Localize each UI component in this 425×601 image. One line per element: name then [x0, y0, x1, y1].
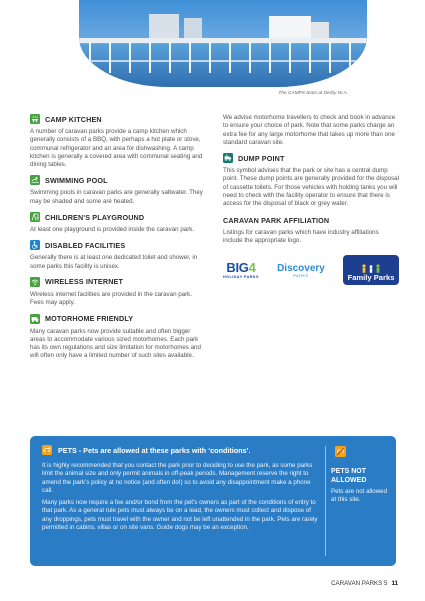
section-body: This symbol advises that the park or site has a central dump point. These dump points are generally provided for the disposal of cassette toilets. For those vehicles with holding tanks you will need to check with the facility operator to ensure that there is access for the disposal of black or grey water.: [223, 167, 399, 208]
affiliation-title: CARAVAN PARK AFFILIATION: [223, 215, 330, 225]
discovery-logo: Discovery PARKS: [277, 262, 325, 278]
section-camp-kitchen: [30, 114, 204, 169]
pets-not-allowed-panel: [331, 446, 391, 505]
left-column: [30, 114, 204, 367]
affiliation-body: Listings for caravan parks which have industry affiliations include the appropriate logo.: [223, 228, 379, 244]
big4-logo: BIG4 HOLIDAY PARKS: [223, 260, 259, 280]
motorhome-continued-text: We advise motorhome travellers to check and book in advance to ensure your choice of park. Note that some parks charge an extra fee for any large motorhome that takes up more than one standard caravan site.: [223, 114, 396, 146]
dump-point-icon: [223, 153, 233, 163]
footer-label: CARAVAN PARKS 5: [331, 580, 388, 587]
affiliation-logos: [223, 255, 399, 285]
wheelchair-icon: [30, 240, 40, 250]
section-childrens-playground: [30, 212, 204, 234]
wifi-icon: [30, 277, 40, 287]
section-body: Many caravan parks now provide suitable and often bigger areas to accommodate various sized motorhomes. Each park has its own regulations and size limitation for motorhomes and will often only have a limited number of such sites available.: [30, 327, 201, 360]
camp-kitchen-icon: [30, 114, 40, 124]
section-body: A number of caravan parks provide a camp kitchen which generally consists of a BBQ, with perhaps a hot plate or stove, communal refrigerator and an area for dishwashing. A camp kitchen is generally a covered area with communal seating and dining tables.: [30, 128, 203, 169]
section-disabled-facilities: [30, 240, 204, 271]
pets-allowed-icon: [42, 445, 52, 455]
page-footer: [331, 580, 398, 587]
section-title: DUMP POINT: [238, 153, 285, 163]
pets-allowed-panel: [42, 445, 318, 536]
section-title: CHILDREN'S PLAYGROUND: [45, 212, 145, 222]
pets-info-box: [30, 436, 396, 566]
pets-paragraph: It is highly recommended that you contact the park prior to deciding to use the park, as some parks limit the animal size and only permit animals in off-peak periods. Management reserve the right to amend the park’s policy at no notice (and often do!) so to avoid any disappointment make a phone call.: [42, 462, 313, 494]
photo-caption: The CAMPS team at Derby W.A.: [278, 91, 348, 96]
section-body: Wireless internet facilities are provided in the caravan park. Fees may apply.: [30, 290, 192, 307]
section-swimming-pool: [30, 175, 204, 206]
hero-photo: [79, 0, 367, 87]
family-parks-logo: Family Parks: [343, 255, 399, 285]
section-body: At least one playground is provided inside the caravan park.: [30, 226, 195, 234]
pets-not-allowed-title: PETS NOT ALLOWED: [331, 468, 367, 484]
pets-title: PETS - Pets are allowed at these parks with ‘conditions’.: [58, 445, 251, 455]
right-column: [223, 114, 399, 285]
page-number: 11: [391, 580, 398, 587]
pets-not-allowed-body: Pets are not allowed at this site.: [331, 488, 388, 504]
pets-paragraph: Many parks now require a fee and/or bond from the pet’s owners as part of the conditions of entry to that park. As a general rule pets must always be on a lead, the owners must collect and dispose of any droppings, pets must travel with the owner and not be left unattended in the park. Pets are rarely permitted in cabins, villas or on site vans. Guide dogs may be an exception.: [42, 499, 318, 532]
section-dump-point: [223, 153, 399, 208]
section-title: WIRELESS INTERNET: [45, 277, 124, 287]
section-title: CAMP KITCHEN: [45, 114, 102, 124]
divider: [325, 446, 326, 556]
playground-icon: [30, 212, 40, 222]
motorhome-icon: [30, 314, 40, 324]
section-title: MOTORHOME FRIENDLY: [45, 314, 134, 324]
pets-not-allowed-icon: [335, 446, 346, 457]
swimming-pool-icon: [30, 175, 40, 185]
section-motorhome-friendly: [30, 314, 204, 361]
section-body: Swimming pools in caravan parks are generally saltwater. They may be shaded and some are heated.: [30, 189, 203, 205]
section-body: Generally there is at least one dedicated toilet and shower, in some parks this facility is unisex.: [30, 254, 198, 270]
section-title: DISABLED FACILITIES: [45, 240, 126, 250]
section-title: SWIMMING POOL: [45, 175, 108, 185]
section-wireless-internet: [30, 277, 204, 308]
